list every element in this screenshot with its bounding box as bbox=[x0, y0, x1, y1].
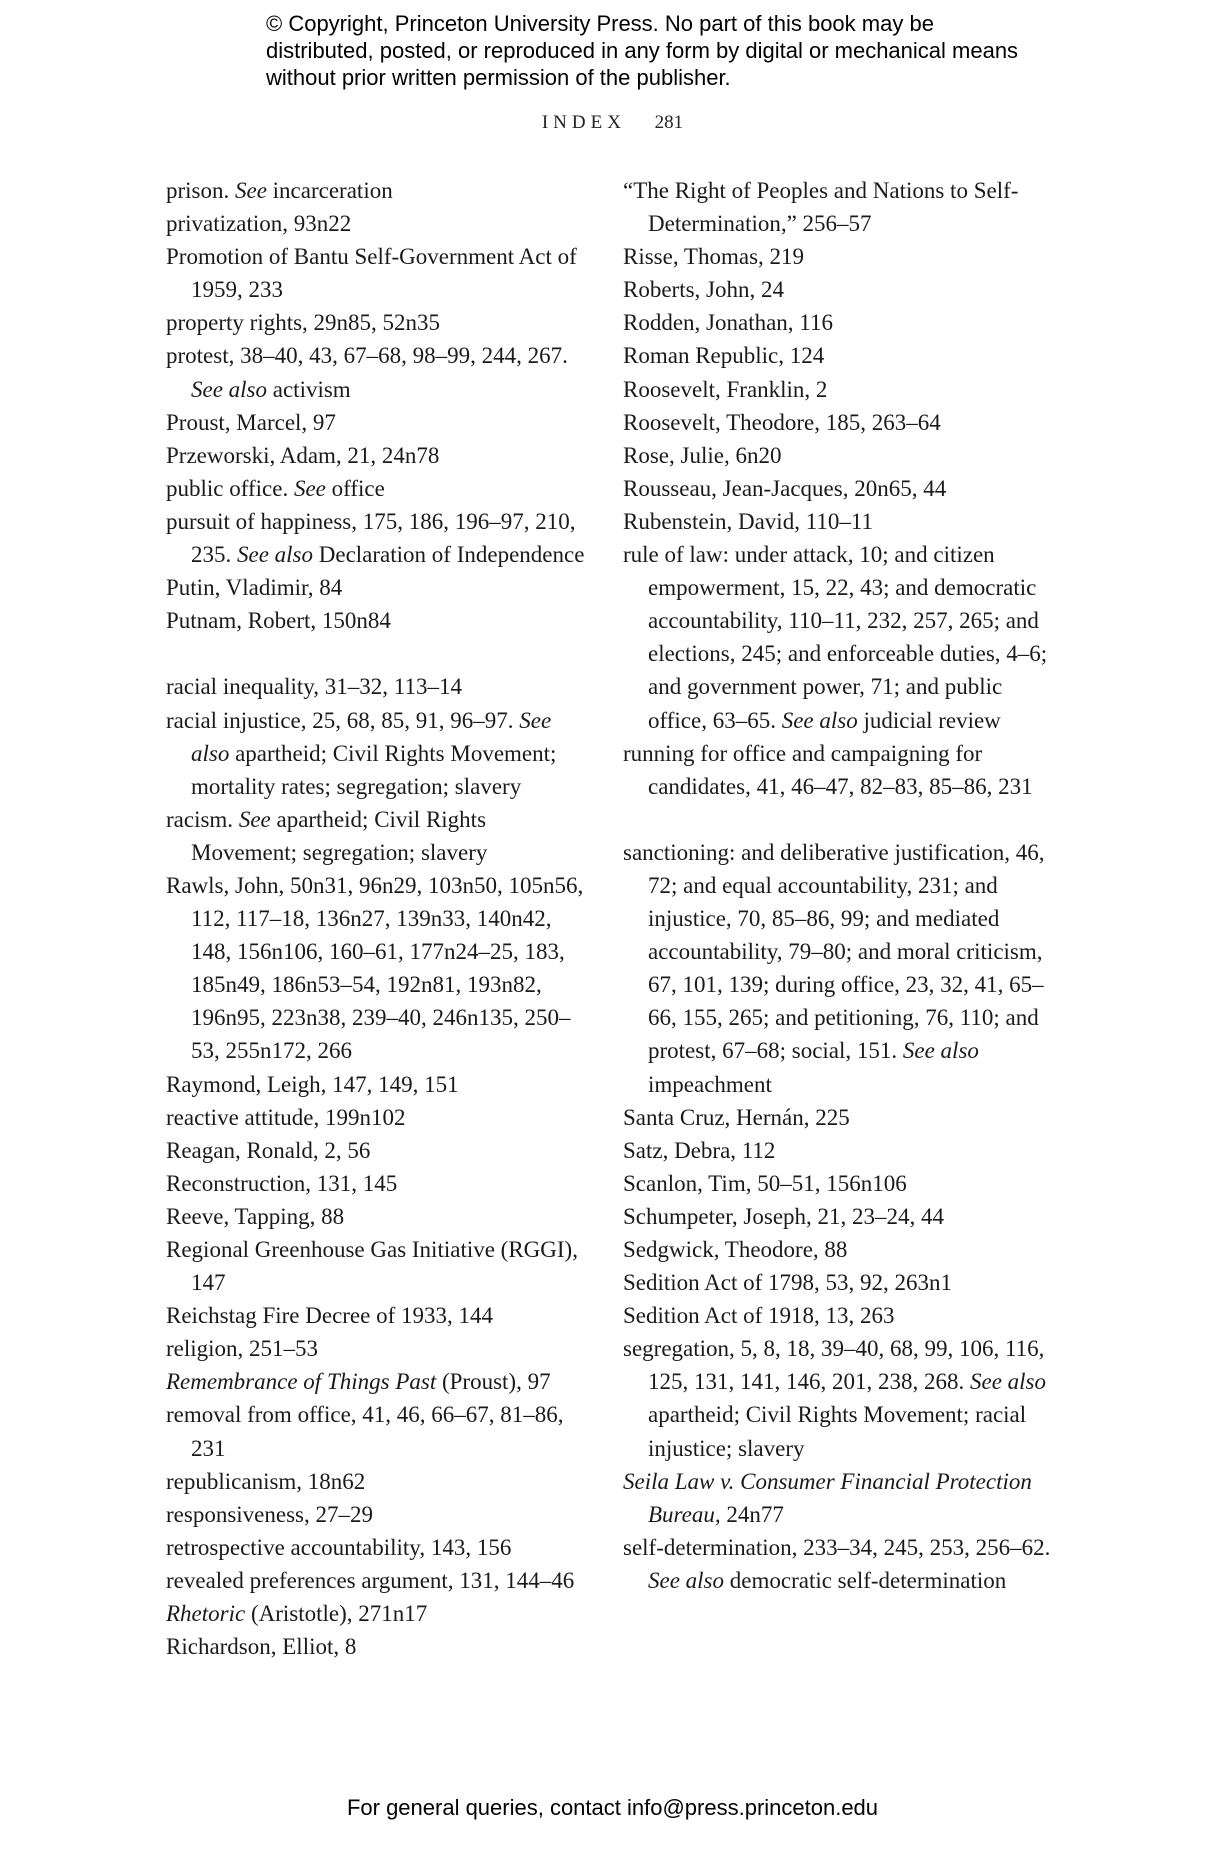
index-entry-text: apartheid; Civil Rights Movement; segregation; slavery bbox=[191, 806, 488, 865]
index-entry-text: Putnam, Robert, 150n84 bbox=[166, 608, 391, 634]
index-entry-text: responsiveness, 27–29 bbox=[166, 1501, 373, 1527]
index-entry bbox=[166, 1101, 586, 1134]
index-entry-italic-text: See also bbox=[191, 376, 268, 402]
index-entry bbox=[623, 538, 1053, 737]
index-entry bbox=[166, 869, 586, 1068]
index-entry-text: pursuit of happiness, 175, 186, 196–97, 210, 235. bbox=[166, 508, 576, 568]
index-entry-italic-text: See also bbox=[970, 1369, 1047, 1395]
index-entry bbox=[166, 1597, 586, 1630]
index-entry bbox=[166, 439, 586, 472]
index-entry-italic-text: See also bbox=[237, 542, 314, 568]
index-entry-text: sanctioning: and deliberative justification, 46, 72; and equal accountability, 231; and injustice, 70, 85–86, 99; and mediated accountability, 79–80; and moral criticism, 67, 101, 139; during office, 23, 32, 41, 65–66, 155, 265; and petitioning, 76, 110; and protest, 67–68; social, 151. bbox=[623, 839, 1045, 1064]
index-entry bbox=[166, 704, 586, 803]
index-entry bbox=[166, 207, 586, 240]
index-entry-text: Reagan, Ronald, 2, 56 bbox=[166, 1137, 371, 1163]
index-entry-italic-text: Seila Law v. Consumer Financial Protection Bureau, bbox=[623, 1468, 1032, 1527]
index-entry bbox=[623, 1101, 1053, 1134]
index-entry-text: religion, 251–53 bbox=[166, 1336, 319, 1362]
letter-group-gap bbox=[623, 803, 1053, 836]
index-entry-text: Santa Cruz, Hernán, 225 bbox=[623, 1104, 850, 1130]
letter-group-gap bbox=[166, 637, 586, 670]
index-entry-text: Promotion of Bantu Self-Government Act of 1959, 233 bbox=[166, 244, 577, 303]
index-entry-text: prison. bbox=[166, 178, 235, 203]
index-entry-text: Roman Republic, 124 bbox=[623, 343, 825, 369]
index-entry bbox=[166, 1531, 586, 1564]
index-entry bbox=[166, 1564, 586, 1597]
index-entry-text: apartheid; Civil Rights Movement; racial injustice; slavery bbox=[648, 1402, 1027, 1461]
index-entry-italic-text: Remembrance of Things Past bbox=[166, 1369, 437, 1395]
index-entry-text: self-determination, 233–34, 245, 253, 256–62. bbox=[623, 1534, 1051, 1560]
index-entry bbox=[623, 306, 1053, 339]
index-entry bbox=[166, 604, 586, 637]
index-entry-text: Roberts, John, 24 bbox=[623, 277, 784, 303]
index-entry-text: impeachment bbox=[648, 1071, 772, 1097]
index-entry-text: republicanism, 18n62 bbox=[166, 1468, 366, 1494]
footer-contact: For general queries, contact info@press.princeton.edu bbox=[346, 1795, 879, 1820]
index-column-left bbox=[166, 174, 586, 1663]
index-entry-italic-text: See also bbox=[902, 1038, 979, 1064]
index-entry bbox=[623, 1266, 1053, 1299]
index-entry bbox=[623, 1465, 1053, 1531]
index-entry bbox=[166, 472, 586, 505]
index-entry bbox=[166, 1630, 586, 1663]
index-entry bbox=[166, 1465, 586, 1498]
index-entry-text: 24n77 bbox=[720, 1501, 784, 1527]
index-entry bbox=[166, 240, 586, 306]
index-entry-text: Rose, Julie, 6n20 bbox=[623, 442, 782, 468]
index-entry-text: Declaration of Independence bbox=[313, 542, 585, 568]
index-entry-text: Sedition Act of 1798, 53, 92, 263n1 bbox=[623, 1270, 953, 1296]
index-entry bbox=[166, 406, 586, 439]
index-entry bbox=[623, 1299, 1053, 1332]
index-entry-text: Przeworski, Adam, 21, 24n78 bbox=[166, 442, 440, 468]
copyright-notice: © Copyright, Princeton University Press. No part of this book may be distributed, posted, or reproduced in any form by digital or mechanical means without prior written permission of the publisher. bbox=[266, 11, 1019, 90]
index-entry-italic-text: See also bbox=[781, 707, 858, 733]
index-entry bbox=[166, 339, 586, 405]
index-entry bbox=[166, 670, 586, 703]
index-entry-text: Rousseau, Jean-Jacques, 20n65, 44 bbox=[623, 475, 947, 501]
index-entry bbox=[166, 1299, 586, 1332]
index-entry-text: Rawls, John, 50n31, 96n29, 103n50, 105n56, 112, 117–18, 136n27, 139n33, 140n42, 148, 156n106, 160–61, 177n24–25, 183, 185n49, 186n53–54, 192n81, 193n82, 196n95, 223n38, 239–40, 246n135, 250–53, 255n172, 266 bbox=[166, 872, 584, 1064]
index-entry-text: democratic self-determination bbox=[724, 1567, 1007, 1593]
index-entry-text: privatization, 93n22 bbox=[166, 211, 352, 237]
running-head bbox=[0, 112, 1225, 134]
index-entry bbox=[166, 803, 586, 869]
index-entry bbox=[166, 1200, 586, 1233]
index-entry-text: revealed preferences argument, 131, 144–46 bbox=[166, 1567, 575, 1593]
index-entry-text: Roosevelt, Theodore, 185, 263–64 bbox=[623, 409, 941, 435]
index-entry bbox=[166, 1365, 586, 1398]
index-entry-italic-text: See bbox=[293, 475, 326, 501]
index-entry-text: Roosevelt, Franklin, 2 bbox=[623, 376, 828, 402]
index-entry-text: “The Right of Peoples and Nations to Self-Determination,” 256–57 bbox=[623, 178, 1019, 237]
index-entry-text: Sedgwick, Theodore, 88 bbox=[623, 1237, 848, 1262]
index-entry-text: Risse, Thomas, 219 bbox=[623, 244, 805, 270]
index-entry-text: Raymond, Leigh, 147, 149, 151 bbox=[166, 1071, 459, 1097]
index-entry-text: Sedition Act of 1918, 13, 263 bbox=[623, 1303, 895, 1329]
index-entry bbox=[623, 373, 1053, 406]
index-entry-text: segregation, 5, 8, 18, 39–40, 68, 99, 106, 116, 125, 131, 141, 146, 201, 238, 268. bbox=[623, 1336, 1045, 1395]
index-entry bbox=[623, 439, 1053, 472]
index-entry bbox=[623, 1167, 1053, 1200]
index-entry bbox=[166, 174, 586, 207]
index-entry-text: (Proust), 97 bbox=[436, 1369, 551, 1395]
index-entry-text: Satz, Debra, 112 bbox=[623, 1137, 776, 1163]
index-entry-text: Proust, Marcel, 97 bbox=[166, 409, 336, 435]
index-entry-text: Rodden, Jonathan, 116 bbox=[623, 310, 833, 336]
index-entry-italic-text: Rhetoric bbox=[166, 1601, 246, 1627]
index-entry-text: running for office and campaigning for candidates, 41, 46–47, 82–83, 85–86, 231 bbox=[623, 740, 1033, 799]
index-entry bbox=[166, 1233, 586, 1299]
index-entry bbox=[623, 1134, 1053, 1167]
index-entry-text: Rubenstein, David, 110–11 bbox=[623, 508, 873, 534]
index-entry bbox=[623, 1332, 1053, 1464]
index-entry bbox=[166, 1068, 586, 1101]
index-entry bbox=[166, 505, 586, 571]
index-entry-text: office bbox=[325, 475, 385, 501]
index-entry-text: Schumpeter, Joseph, 21, 23–24, 44 bbox=[623, 1203, 945, 1229]
index-entry-text: reactive attitude, 199n102 bbox=[166, 1104, 406, 1130]
index-entry-italic-text: See also bbox=[191, 707, 552, 766]
index-entry-text: Reconstruction, 131, 145 bbox=[166, 1170, 398, 1196]
index-entry-text: apartheid; Civil Rights Movement; mortality rates; segregation; slavery bbox=[191, 740, 557, 799]
index-entry-text: Scanlon, Tim, 50–51, 156n106 bbox=[623, 1170, 907, 1196]
index-entry bbox=[623, 737, 1053, 803]
index-entry-text: judicial review bbox=[857, 707, 1001, 733]
index-entry-text: Regional Greenhouse Gas Initiative (RGGI), 147 bbox=[166, 1237, 578, 1296]
index-entry-text: Richardson, Elliot, 8 bbox=[166, 1634, 357, 1660]
index-entry-text: public office. bbox=[166, 475, 294, 501]
index-entry bbox=[623, 240, 1053, 273]
index-entry bbox=[166, 1134, 586, 1167]
index-entry-italic-text: See also bbox=[648, 1567, 725, 1593]
index-entry bbox=[166, 306, 586, 339]
index-entry bbox=[623, 1233, 1053, 1266]
index-entry-text: rule of law: under attack, 10; and citizen empowerment, 15, 22, 43; and democratic accountability, 110–11, 232, 257, 265; and elections, 245; and enforceable duties, 4–6; and government power, 71; and public office, 63–65. bbox=[623, 542, 1048, 733]
index-entry-text: Reeve, Tapping, 88 bbox=[166, 1203, 345, 1229]
index-entry-text: retrospective accountability, 143, 156 bbox=[166, 1534, 512, 1560]
index-entry bbox=[623, 406, 1053, 439]
index-entry bbox=[623, 339, 1053, 372]
index-entry-text: racial inequality, 31–32, 113–14 bbox=[166, 674, 462, 700]
index-entry bbox=[166, 1332, 586, 1365]
page-number: 281 bbox=[654, 112, 684, 133]
index-entry-text: Reichstag Fire Decree of 1933, 144 bbox=[166, 1303, 494, 1329]
index-entry bbox=[623, 1531, 1053, 1597]
index-entry bbox=[166, 1498, 586, 1531]
running-head-label: INDEX bbox=[541, 112, 626, 133]
index-column-right bbox=[623, 174, 1053, 1597]
index-entry bbox=[623, 505, 1053, 538]
index-entry-text: Putin, Vladimir, 84 bbox=[166, 575, 343, 601]
index-entry bbox=[623, 1200, 1053, 1233]
index-entry-text: (Aristotle), 271n17 bbox=[245, 1601, 428, 1627]
index-entry-italic-text: See bbox=[235, 178, 267, 203]
index-entry bbox=[166, 1167, 586, 1200]
index-entry bbox=[623, 273, 1053, 306]
index-entry bbox=[166, 571, 586, 604]
index-entry-text: racism. bbox=[166, 806, 239, 832]
index-entry bbox=[623, 174, 1053, 240]
index-entry-text: activism bbox=[267, 376, 351, 402]
index-entry-text: racial injustice, 25, 68, 85, 91, 96–97. bbox=[166, 707, 520, 733]
index-entry-text: removal from office, 41, 46, 66–67, 81–86, 231 bbox=[166, 1402, 564, 1461]
index-entry-text: incarceration bbox=[266, 178, 393, 203]
index-entry bbox=[623, 472, 1053, 505]
index-entry-text: protest, 38–40, 43, 67–68, 98–99, 244, 267. bbox=[166, 343, 568, 369]
index-entry bbox=[623, 836, 1053, 1101]
index-entry bbox=[166, 1398, 586, 1464]
index-entry-italic-text: See bbox=[238, 806, 271, 832]
index-entry-text: property rights, 29n85, 52n35 bbox=[166, 310, 441, 336]
